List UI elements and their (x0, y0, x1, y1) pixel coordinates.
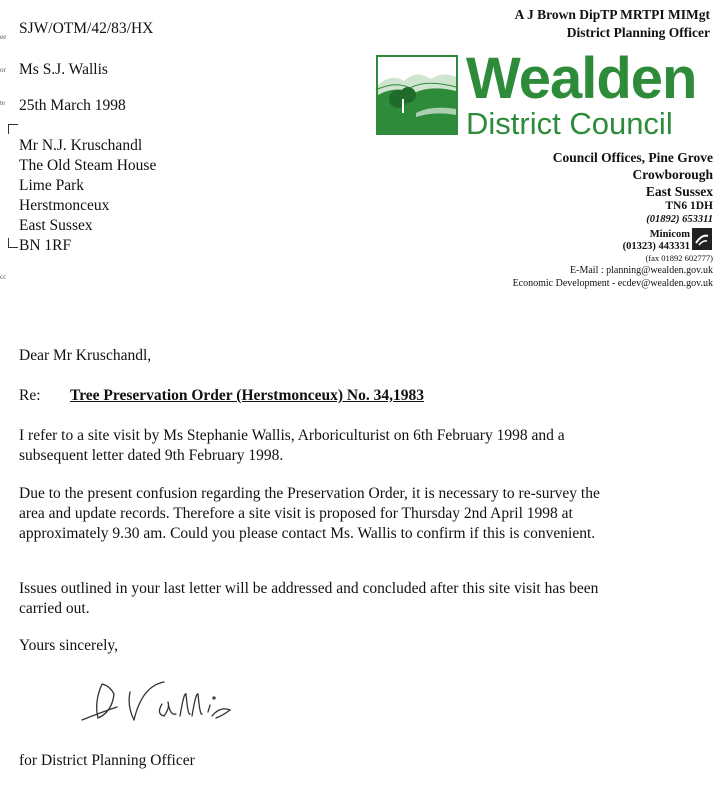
sender-fax: (fax 01892 602777) (645, 253, 713, 263)
paragraph-2: Due to the present confusion regarding the Preservation Order, it is necessary to re-survey the area and update records. Therefore a site visit is proposed for Thursday 2nd April 1998 at approximately 9.30 am. Could you please contact Ms. Wallis to confirm if this is convenient. (19, 485, 600, 542)
recipient-address (19, 136, 156, 256)
signature-icon (72, 672, 272, 732)
paragraph-3: Issues outlined in your last letter will be addressed and concluded after this site visit has been carried out. (19, 580, 599, 617)
sender-postcode: TN6 1DH (665, 200, 713, 212)
landscape-logo-icon (376, 55, 458, 135)
contact-side-label: or (0, 66, 6, 74)
address-corner-bottom (8, 238, 18, 248)
sender-address-line-3: East Sussex (645, 184, 713, 199)
recipient-postcode: BN 1RF (19, 237, 72, 254)
address-corner-top (8, 124, 18, 134)
letter-date: 25th March 1998 (19, 97, 126, 114)
subject-line: Tree Preservation Order (Herstmonceux) No. 34,1983 (70, 387, 424, 404)
paragraph-1: I refer to a site visit by Ms Stephanie Wallis, Arboriculturist on 6th February 1998 and a subsequent letter dated 9th February 1998. (19, 427, 565, 464)
sender-role: District Planning Officer (566, 25, 710, 40)
reference-number: SJW/OTM/42/83/HX (19, 20, 154, 37)
recipient-line-4: Herstmonceux (19, 197, 110, 214)
signoff: for District Planning Officer (19, 752, 195, 769)
recipient-line-2: The Old Steam House (19, 157, 157, 174)
recipient-name: Mr N.J. Kruschandl (19, 137, 143, 154)
minicom-label: Minicom (649, 229, 690, 240)
recipient-line-3: Lime Park (19, 177, 84, 194)
logo-wordmark: Wealden (466, 46, 697, 111)
logo-subtitle: District Council (466, 106, 673, 141)
sender-phone: (01892) 653311 (646, 214, 713, 225)
cc-side-label: cc (0, 273, 7, 281)
contact-name: Ms S.J. Wallis (19, 61, 108, 78)
ref-side-label: ee (0, 33, 7, 41)
sender-name: A J Brown DipTP MRTPI MIMgt (514, 7, 710, 22)
sender-email: E-Mail : planning@wealden.gov.uk (570, 265, 713, 276)
recipient-line-5: East Sussex (19, 217, 93, 234)
sender-address-line-2: Crowborough (632, 167, 713, 182)
salutation: Dear Mr Kruschandl, (19, 347, 152, 364)
sender-econ-dev: Economic Development - ecdev@wealden.gov.uk (512, 278, 713, 289)
re-label: Re: (19, 387, 41, 404)
minicom-number: (01323) 443331 (622, 241, 690, 252)
minicom-phone-icon (692, 228, 712, 250)
date-side-label: te (0, 99, 6, 107)
closing: Yours sincerely, (19, 637, 119, 654)
sender-address-line-1: Council Offices, Pine Grove (552, 150, 713, 165)
